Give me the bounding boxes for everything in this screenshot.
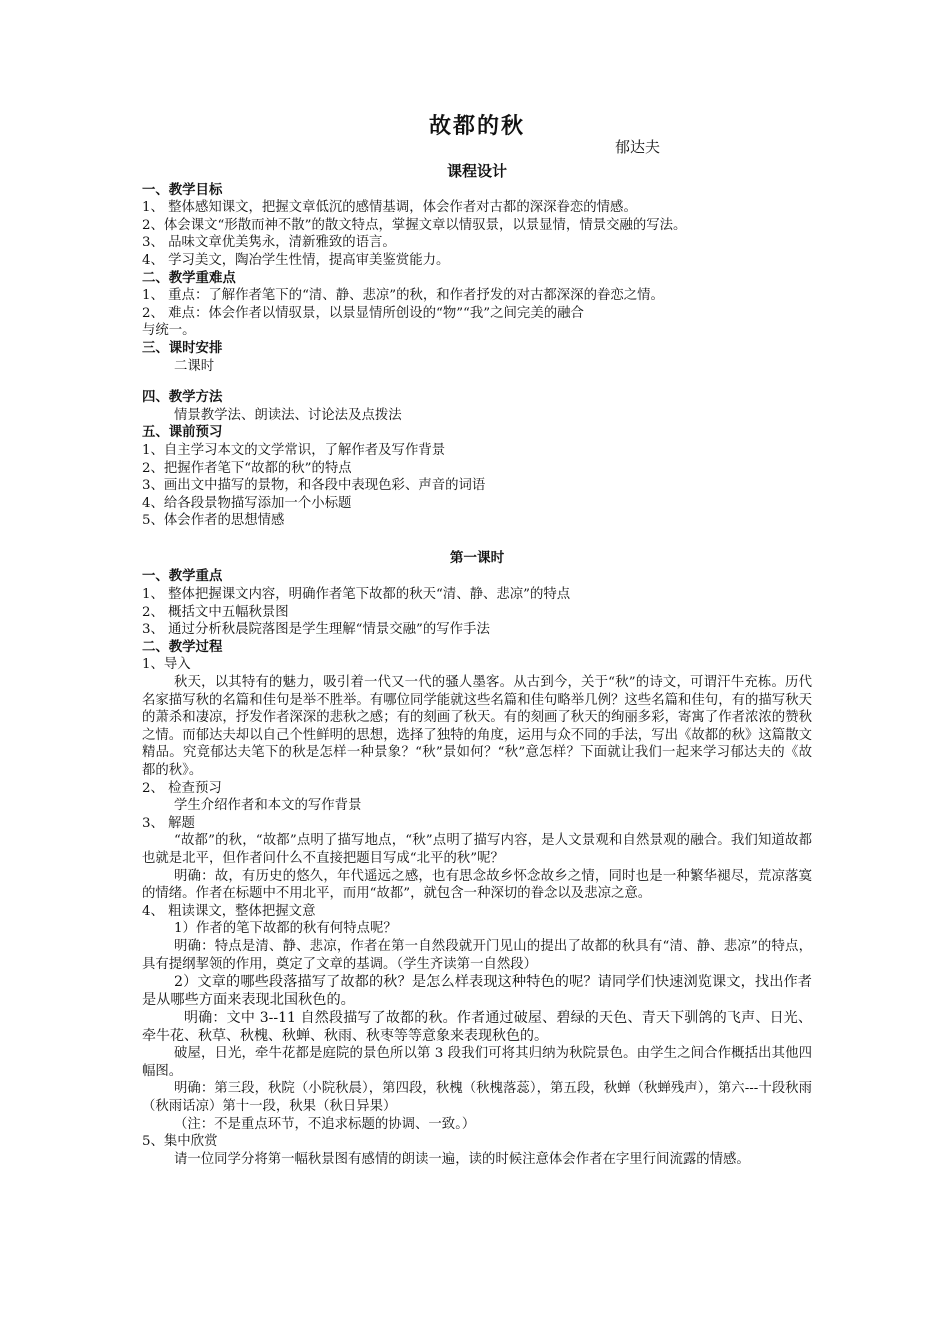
section-heading-methods: 四、教学方法	[142, 389, 223, 406]
list-item: 与统一。	[142, 323, 196, 339]
list-item: 2、 难点：体会作者以情驭景，以景显情所创设的“物”“我”之间完美的融合	[142, 305, 584, 321]
step-label: 3、 解题	[142, 815, 195, 831]
paragraph-answer: 明确：故，有历史的悠久，年代遥远之感，也有思念故乡怀念故乡之情，同时也是一种繁华褪尽，荒凉落寞的情绪。作者在标题中不用北平，而用“故都”，就包含一种深切的眷念以及悲凉之意。	[142, 868, 812, 902]
list-item: 1、 整体感知课文，把握文章低沉的感情基调，体会作者对古都的深深眷恋的情感。	[142, 200, 637, 216]
list-item: 1、自主学习本文的文学常识，了解作者及写作背景	[142, 442, 446, 458]
list-item: 2、 概括文中五幅秋景图	[142, 604, 289, 620]
spacer	[142, 375, 812, 389]
list-item: 3、画出文中描写的景物，和各段中表现色彩、声音的词语	[142, 478, 486, 494]
step-label: 4、 粗读课文，整体把握文意	[142, 903, 316, 919]
section-heading-goals: 一、教学目标	[142, 181, 223, 198]
list-item: 5、体会作者的思想情感	[142, 513, 285, 529]
list-item: 3、 品味文章优美隽永，清新雅致的语言。	[142, 235, 396, 251]
section-heading-keypoints: 二、教学重难点	[142, 269, 236, 286]
list-item: 2、体会课文“形散而神不散”的散文特点，掌握文章以情驭景，以景显情，情景交融的写法。	[142, 217, 687, 233]
section-heading-preview: 五、课前预习	[142, 424, 223, 441]
question: 2）文章的哪些段落描写了故都的秋？是怎么样表现这种特色的呢？请同学们快速浏览课文，找出作者是从哪些方面来表现北国秋色的。	[142, 974, 812, 1009]
schedule-text: 二课时	[174, 358, 215, 374]
step-label: 5、集中欣赏	[142, 1134, 218, 1150]
document-page	[142, 113, 812, 1168]
doc-author: 郁达夫	[614, 137, 660, 156]
list-item: 3、 通过分析秋晨院落图是学生理解“情景交融”的写作手法	[142, 622, 490, 638]
paragraph-intro: 秋天，以其特有的魅力，吸引着一代又一代的骚人墨客。从古到今，关于“秋”的诗文，可谓汗牛充栋。历代名家描写秋的名篇和佳句是举不胜举。有哪位同学能就这些名篇和佳句略举几例？这些名篇和佳句，有的描写秋天的萧杀和凄凉，抒发作者深深的悲秋之感；有的刻画了秋天。有的刻画了秋天的绚丽多彩，寄寓了作者浓浓的赞秋之情。而郁达夫却以自己个性鲜明的思想，选择了独特的角度，运用与众不同的手法，写出《故都的秋》这篇散文精品。究竟郁达夫笔下的秋是怎样一种景象？“秋”景如何？“秋”意怎样？下面就让我们一起来学习郁达夫的《故都的秋》。	[142, 675, 812, 778]
lesson-heading: 第一课时	[449, 549, 505, 566]
list-item: 4、给各段景物描写添加一个小标题	[142, 495, 352, 511]
section-heading-process: 二、教学过程	[142, 638, 223, 655]
question: 1）作者的笔下故都的秋有何特点呢？	[174, 921, 397, 937]
note-text: （注：不是重点环节，不追求标题的协调、一致。）	[174, 1116, 476, 1132]
step-label: 2、 检查预习	[142, 780, 222, 796]
step-label: 1、导入	[142, 657, 191, 673]
paragraph-answer: 明确：文中 3--11 自然段描写了故都的秋。作者通过破屋、碧绿的天色、青天下驯鸽的飞声、日光、牵牛花、秋草、秋槐、秋蝉、秋雨、秋枣等等意象来表现秋色的。	[142, 1010, 812, 1045]
paragraph-body: 请一位同学分将第一幅秋景图有感情的朗读一遍，读的时候注意体会作者在字里行间流露的情感。	[174, 1151, 750, 1167]
paragraph-answer: 明确：特点是清、静、悲凉，作者在第一自然段就开门见山的提出了故都的秋具有“清、静、悲凉”的特点，具有提纲挈领的作用，奠定了文章的基调。（学生齐读第一自然段）	[142, 938, 812, 972]
doc-title: 故都的秋	[428, 113, 525, 139]
list-item: 4、 学习美文，陶冶学生性情，提高审美鉴赏能力。	[142, 252, 450, 268]
paragraph-answer: 明确：第三段，秋院（小院秋晨），第四段，秋槐（秋槐落蕊），第五段，秋蝉（秋蝉残声），第六---十段秋雨（秋雨话凉）第十一段，秋果（秋日异果）	[142, 1081, 812, 1114]
methods-text: 情景教学法、朗读法、讨论法及点拨法	[174, 407, 402, 423]
spacer	[142, 530, 812, 544]
doc-subtitle: 课程设计	[446, 161, 507, 180]
step-text: 学生介绍作者和本文的写作背景	[174, 798, 362, 814]
section-heading-schedule: 三、课时安排	[142, 339, 223, 356]
section-heading-focus: 一、教学重点	[142, 568, 223, 585]
list-item: 1、 整体把握课文内容，明确作者笔下故都的秋天“清、静、悲凉”的特点	[142, 587, 571, 603]
list-item: 1、 重点：了解作者笔下的“清、静、悲凉”的秋，和作者抒发的对古都深深的眷恋之情。	[142, 288, 664, 304]
list-item: 2、把握作者笔下“故都的秋”的特点	[142, 460, 352, 476]
paragraph-body: 破屋，日光，牵牛花都是庭院的景色所以第 3 段我们可将其归纳为秋院景色。由学生之间合作概括出其他四幅图。	[142, 1046, 812, 1079]
paragraph-title-analysis: “故都”的秋，“故都”点明了描写地点，“秋”点明了描写内容，是人文景观和自然景观的融合。我们知道故都也就是北平，但作者问什么不直接把题目写成“北平的秋”呢？	[142, 833, 812, 866]
